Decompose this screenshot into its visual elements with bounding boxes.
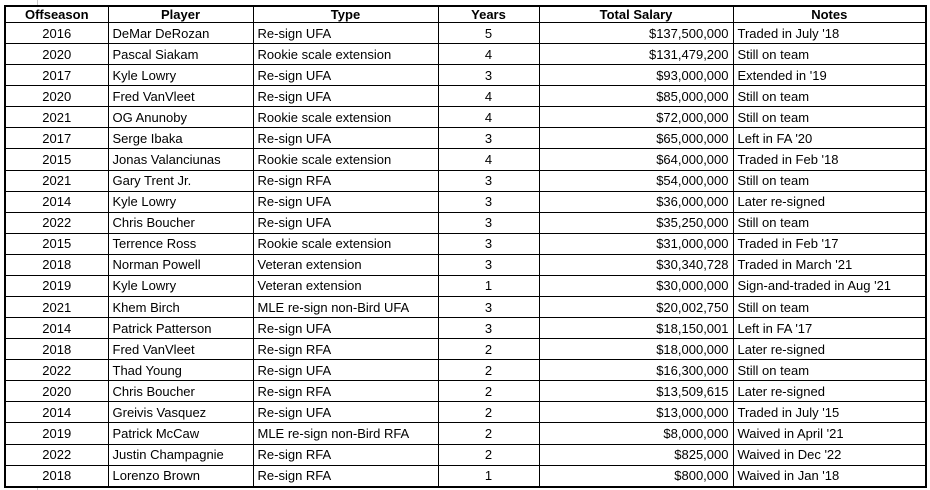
cell-offseason: 2016 [5,23,108,44]
cell-type: Re-sign RFA [253,170,438,191]
cell-salary: $30,340,728 [539,254,733,275]
cell-type: Re-sign UFA [253,86,438,107]
cell-player: Serge Ibaka [108,128,253,149]
cell-offseason: 2014 [5,191,108,212]
table-row [5,339,926,360]
cell-player: Chris Boucher [108,212,253,233]
cell-offseason: 2020 [5,381,108,402]
table-row [5,107,926,128]
cell-type: Rookie scale extension [253,233,438,254]
cell-salary: $85,000,000 [539,86,733,107]
cell-player: DeMar DeRozan [108,23,253,44]
table-row [5,86,926,107]
cell-player: Patrick McCaw [108,423,253,444]
cell-salary: $825,000 [539,444,733,465]
cell-salary: $65,000,000 [539,128,733,149]
cell-years: 2 [438,444,539,465]
cell-type: MLE re-sign non-Bird RFA [253,423,438,444]
cell-type: Re-sign UFA [253,65,438,86]
cell-player: Fred VanVleet [108,339,253,360]
cell-salary: $8,000,000 [539,423,733,444]
table-row [5,128,926,149]
table-row [5,212,926,233]
cell-offseason: 2017 [5,128,108,149]
cell-notes: Waived in April '21 [733,423,926,444]
cell-player: Justin Champagnie [108,444,253,465]
cell-salary: $72,000,000 [539,107,733,128]
cell-salary: $36,000,000 [539,191,733,212]
cell-years: 3 [438,233,539,254]
cell-years: 4 [438,149,539,170]
cell-years: 2 [438,381,539,402]
cell-years: 2 [438,423,539,444]
cell-type: Re-sign UFA [253,360,438,381]
cell-salary: $13,000,000 [539,402,733,423]
cell-notes: Traded in March '21 [733,254,926,275]
table-row [5,170,926,191]
cell-player: Kyle Lowry [108,65,253,86]
cell-player: Thad Young [108,360,253,381]
cell-salary: $20,002,750 [539,297,733,318]
cell-type: Re-sign RFA [253,381,438,402]
table-row [5,402,926,423]
table-body [5,23,926,488]
cell-player: Lorenzo Brown [108,465,253,487]
table-row [5,149,926,170]
cell-salary: $137,500,000 [539,23,733,44]
cell-offseason: 2019 [5,275,108,296]
cell-salary: $800,000 [539,465,733,487]
column-header-player: Player [108,6,253,23]
cell-years: 2 [438,360,539,381]
cell-notes: Later re-signed [733,381,926,402]
cell-player: Chris Boucher [108,381,253,402]
table-row [5,381,926,402]
cell-years: 4 [438,107,539,128]
header-row [5,6,926,23]
cell-player: OG Anunoby [108,107,253,128]
cell-salary: $18,000,000 [539,339,733,360]
cell-offseason: 2014 [5,318,108,339]
cell-years: 2 [438,339,539,360]
cell-player: Kyle Lowry [108,275,253,296]
cell-years: 3 [438,318,539,339]
cell-years: 3 [438,191,539,212]
cell-salary: $30,000,000 [539,275,733,296]
cell-type: Re-sign UFA [253,191,438,212]
cell-offseason: 2015 [5,233,108,254]
cell-notes: Still on team [733,86,926,107]
cell-player: Terrence Ross [108,233,253,254]
cell-years: 4 [438,44,539,65]
cell-type: Re-sign RFA [253,339,438,360]
cell-offseason: 2022 [5,212,108,233]
cell-salary: $93,000,000 [539,65,733,86]
cell-notes: Still on team [733,212,926,233]
cell-type: Re-sign UFA [253,212,438,233]
cell-notes: Still on team [733,297,926,318]
cell-salary: $16,300,000 [539,360,733,381]
cell-salary: $13,509,615 [539,381,733,402]
cell-years: 3 [438,170,539,191]
column-header-salary: Total Salary [539,6,733,23]
cell-years: 1 [438,275,539,296]
cell-salary: $64,000,000 [539,149,733,170]
cell-type: Re-sign UFA [253,128,438,149]
table-row [5,44,926,65]
cell-offseason: 2015 [5,149,108,170]
cell-salary: $31,000,000 [539,233,733,254]
cell-player: Jonas Valanciunas [108,149,253,170]
cell-offseason: 2018 [5,339,108,360]
cell-offseason: 2020 [5,86,108,107]
cell-years: 3 [438,254,539,275]
cell-notes: Waived in Dec '22 [733,444,926,465]
table-row [5,191,926,212]
table-row [5,360,926,381]
cell-player: Greivis Vasquez [108,402,253,423]
cell-salary: $54,000,000 [539,170,733,191]
cell-type: Veteran extension [253,275,438,296]
contracts-table [4,5,927,488]
cell-salary: $35,250,000 [539,212,733,233]
cell-type: Rookie scale extension [253,107,438,128]
cell-offseason: 2014 [5,402,108,423]
cell-years: 4 [438,86,539,107]
cell-notes: Still on team [733,44,926,65]
table-row [5,254,926,275]
cell-years: 1 [438,465,539,487]
cell-player: Gary Trent Jr. [108,170,253,191]
column-header-type: Type [253,6,438,23]
cell-offseason: 2017 [5,65,108,86]
cell-offseason: 2018 [5,465,108,487]
cell-player: Khem Birch [108,297,253,318]
cell-years: 2 [438,402,539,423]
cell-type: Rookie scale extension [253,149,438,170]
cell-offseason: 2020 [5,44,108,65]
cell-notes: Traded in July '15 [733,402,926,423]
cell-notes: Left in FA '17 [733,318,926,339]
cell-type: Re-sign UFA [253,23,438,44]
cell-player: Patrick Patterson [108,318,253,339]
cell-years: 3 [438,65,539,86]
cell-player: Norman Powell [108,254,253,275]
cell-salary: $18,150,001 [539,318,733,339]
cell-type: Re-sign UFA [253,402,438,423]
cell-notes: Waived in Jan '18 [733,465,926,487]
cell-offseason: 2019 [5,423,108,444]
cell-offseason: 2021 [5,297,108,318]
cell-notes: Extended in '19 [733,65,926,86]
cell-offseason: 2018 [5,254,108,275]
table-row [5,23,926,44]
table-row [5,297,926,318]
table-row [5,423,926,444]
cell-type: Re-sign RFA [253,465,438,487]
cell-offseason: 2022 [5,444,108,465]
table-row [5,444,926,465]
cell-years: 5 [438,23,539,44]
cell-notes: Left in FA '20 [733,128,926,149]
table-row [5,233,926,254]
cell-notes: Sign-and-traded in Aug '21 [733,275,926,296]
cell-notes: Still on team [733,107,926,128]
table-row [5,275,926,296]
cell-salary: $131,479,200 [539,44,733,65]
cell-notes: Still on team [733,360,926,381]
cell-offseason: 2021 [5,170,108,191]
cell-notes: Later re-signed [733,191,926,212]
cell-type: Re-sign UFA [253,318,438,339]
column-header-years: Years [438,6,539,23]
cell-notes: Traded in Feb '17 [733,233,926,254]
cell-years: 3 [438,297,539,318]
column-header-offseason: Offseason [5,6,108,23]
cell-years: 3 [438,128,539,149]
cell-type: Veteran extension [253,254,438,275]
cell-offseason: 2021 [5,107,108,128]
cell-type: MLE re-sign non-Bird UFA [253,297,438,318]
cell-offseason: 2022 [5,360,108,381]
cell-notes: Still on team [733,170,926,191]
cell-years: 3 [438,212,539,233]
table-row [5,318,926,339]
cell-type: Rookie scale extension [253,44,438,65]
column-header-notes: Notes [733,6,926,23]
cell-player: Pascal Siakam [108,44,253,65]
cell-notes: Later re-signed [733,339,926,360]
cell-notes: Traded in July '18 [733,23,926,44]
cell-notes: Traded in Feb '18 [733,149,926,170]
table-row [5,65,926,86]
cell-player: Fred VanVleet [108,86,253,107]
cell-player: Kyle Lowry [108,191,253,212]
table-header [5,6,926,23]
cell-type: Re-sign RFA [253,444,438,465]
table-row [5,465,926,487]
